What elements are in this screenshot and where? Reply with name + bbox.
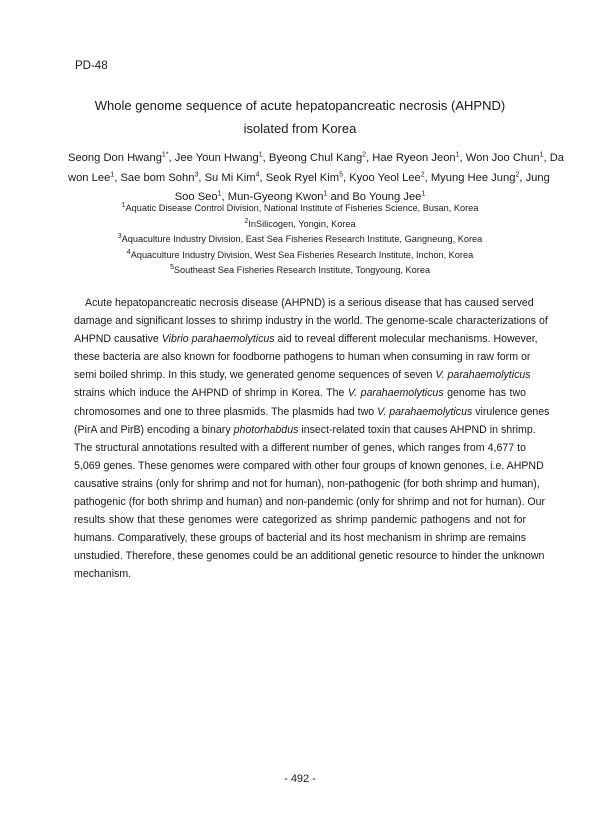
abstract-italic-term: photorhabdus — [233, 423, 299, 436]
abstract-text: mechanism. — [74, 568, 132, 581]
abstract-text: these bacteria are also known for foodborne pathogens to human when consuming in raw form or — [74, 351, 531, 364]
abstract-italic-term: V. parahaemolyticus — [347, 387, 444, 400]
title-line-2: isolated from Korea — [243, 121, 357, 136]
paper-title — [60, 94, 540, 140]
abstract-italic-term: Vibrio parahaemolyticus — [161, 333, 275, 346]
author-affiliation-mark: 1 — [539, 151, 544, 159]
author-affiliation-mark: 2 — [515, 170, 520, 178]
author-name: Su Mi Kim — [204, 171, 256, 184]
abstract-text: causative strains (only for shrimp and not for human), non-pathogenic (for both shrimp and human), — [74, 477, 540, 490]
author-name: Sae bom Sohn — [120, 171, 195, 184]
author-line: Soo Seo$^1$, Mun-Gyeong Kwon$^1$ and Bo Young Jee$^1$ — [174, 190, 426, 203]
author-name-part: won Lee — [68, 171, 111, 184]
author-name-part: Soo Seo — [174, 191, 218, 203]
abstract-italic-term: V. parahaemolyticus — [377, 405, 473, 418]
affiliation-text: Southeast Sea Fisheries Research Institute, Tongyoung, Korea — [173, 265, 431, 276]
author-affiliation-mark: 4 — [255, 170, 260, 178]
author-affiliation-mark: 1 — [421, 190, 426, 198]
affiliation-text: Aquaculture Industry Division, East Sea Fisheries Research Institute, Gangneung, Korea — [121, 234, 483, 245]
affiliation-list — [60, 201, 540, 279]
author-name-part: Jung — [525, 171, 550, 184]
abstract-line — [74, 366, 531, 384]
abstract-text: genome has two — [443, 387, 526, 400]
author-affiliation-mark: 1 — [455, 151, 460, 159]
affiliation — [60, 201, 540, 217]
author-name: Myung Hee Jung — [430, 171, 516, 184]
abstract-line — [74, 384, 526, 402]
abstract-text: semi boiled shrimp. In this study, we generated genome sequences of seven — [74, 369, 436, 382]
author-list — [68, 149, 565, 208]
author-name-part: Da — [549, 152, 565, 164]
abstract-line — [74, 294, 534, 312]
abstract-text: aid to reveal different molecular mechanisms. However, — [274, 333, 538, 346]
affiliation — [60, 217, 540, 233]
abstract-text: virulence genes — [472, 405, 550, 418]
abstract-line — [74, 439, 526, 457]
author-name: Seong Don Hwang — [68, 152, 162, 164]
abstract-body — [74, 294, 550, 584]
author-affiliation-mark: 1 — [323, 190, 328, 198]
abstract-line — [74, 312, 548, 330]
author-name: Mun-Gyeong Kwon — [227, 191, 324, 203]
abstract-text: insect-related toxin that causes AHPND in shrimp. — [298, 423, 536, 436]
abstract-line — [74, 547, 545, 565]
abstract-line — [74, 493, 546, 511]
author-name: Byeong Chul Kang — [268, 152, 363, 164]
affiliation-text: Aquatic Disease Control Division, National Institute of Fisheries Science, Busan, Korea — [125, 203, 479, 213]
abstract-line — [74, 475, 540, 493]
author-affiliation-mark: 3 — [194, 170, 199, 178]
author-affiliation-mark: 2 — [362, 151, 367, 159]
paper-code: PD-48 — [75, 60, 108, 72]
abstract-line — [74, 348, 531, 366]
affiliation — [60, 263, 540, 279]
affiliation-mark: 2 — [244, 217, 249, 225]
abstract-text: results show that these genomes were categorized as shrimp pandemic pathogens and not for — [74, 514, 526, 527]
affiliation — [60, 232, 540, 248]
affiliation-mark: 5 — [169, 264, 174, 272]
affiliation — [60, 248, 540, 264]
abstract-line — [74, 529, 526, 547]
affiliation-mark: 1 — [121, 201, 126, 209]
affiliation-text: InSilicogen, Yongin, Korea — [248, 218, 356, 229]
author-name: Seok Ryel Kim — [265, 171, 340, 184]
abstract-text: (PirA and PirB) encoding a binary — [74, 423, 234, 436]
author-name: Kyoo Yeol Lee — [349, 171, 421, 184]
abstract-text: Acute hepatopancreatic necrosis disease (AHPND) is a serious disease that has caused served — [85, 297, 534, 309]
author-affiliation-mark: 1 — [110, 170, 115, 178]
title-line-1: Whole genome sequence of acute hepatopancreatic necrosis (AHPND) — [94, 98, 506, 113]
abstract-line — [74, 511, 526, 529]
author-affiliation-mark: 5 — [339, 170, 343, 178]
abstract-text: humans. Comparatively, these groups of bacterial and its host mechanism in shrimp are remains — [74, 532, 526, 545]
abstract-line — [74, 421, 536, 439]
author-name: Bo Young Jee — [352, 191, 422, 203]
abstract-text: AHPND causative — [74, 333, 162, 346]
author-name: Jee Youn Hwang — [174, 152, 259, 164]
author-name: Won Joo Chun — [465, 152, 540, 164]
abstract-text: The structural annotations resulted with a different number of genes, which ranges from 4,677 to — [74, 441, 526, 454]
author-name: Hae Ryeon Jeon — [372, 152, 456, 164]
affiliation-text: Aquaculture Industry Division, West Sea Fisheries Research Institute, Inchon, Korea — [130, 249, 474, 260]
abstract-text: damage and significant losses to shrimp industry in the world. The genome-scale characterizations of — [74, 315, 548, 328]
abstract-text: chromosomes and one to three plasmids. The plasmids had two — [74, 405, 378, 418]
author-affiliation-mark: 1* — [161, 151, 169, 159]
abstract-text: unstudied. Therefore, these genomes could be an additional genetic resource to hinder the unknown — [74, 550, 545, 563]
abstract-italic-term: V. parahaemolyticus — [435, 369, 531, 382]
abstract-line — [74, 565, 526, 583]
abstract-line — [74, 403, 550, 421]
affiliation-mark: 4 — [126, 248, 131, 256]
author-affiliation-mark: 2 — [420, 170, 425, 178]
author-line: won Lee$^1$, Sae bom Sohn$^3$, Su Mi Kim$^4$, Seok Ryel Kim$^5$, Kyoo Yeol Lee$^2$, Myung Hee Jung$^2$, Jung — [68, 170, 550, 184]
author-affiliation-mark: 1 — [258, 151, 263, 159]
abstract-text: pathogenic (for both shrimp and human) and non-pandemic (only for shrimp and not for human). Our — [74, 496, 546, 509]
abstract-line — [74, 330, 538, 348]
affiliation-mark: 3 — [117, 233, 122, 241]
author-line: Seong Don Hwang$^{1*}$, Jee Youn Hwang$^1$, Byeong Chul Kang$^2$, Hae Ryeon Jeon$^1$, Won Joo Chun$^1$, Da — [68, 151, 565, 164]
abstract-line — [74, 457, 544, 475]
abstract-text: strains which induce the AHPND of shrimp in Korea. The — [74, 387, 348, 400]
author-affiliation-mark: 1 — [217, 190, 222, 198]
page-number: - 492 - — [284, 773, 316, 785]
abstract-text: 5,069 genes. These genomes were compared with other four groups of known genones, i.e. AHPND — [74, 459, 544, 472]
